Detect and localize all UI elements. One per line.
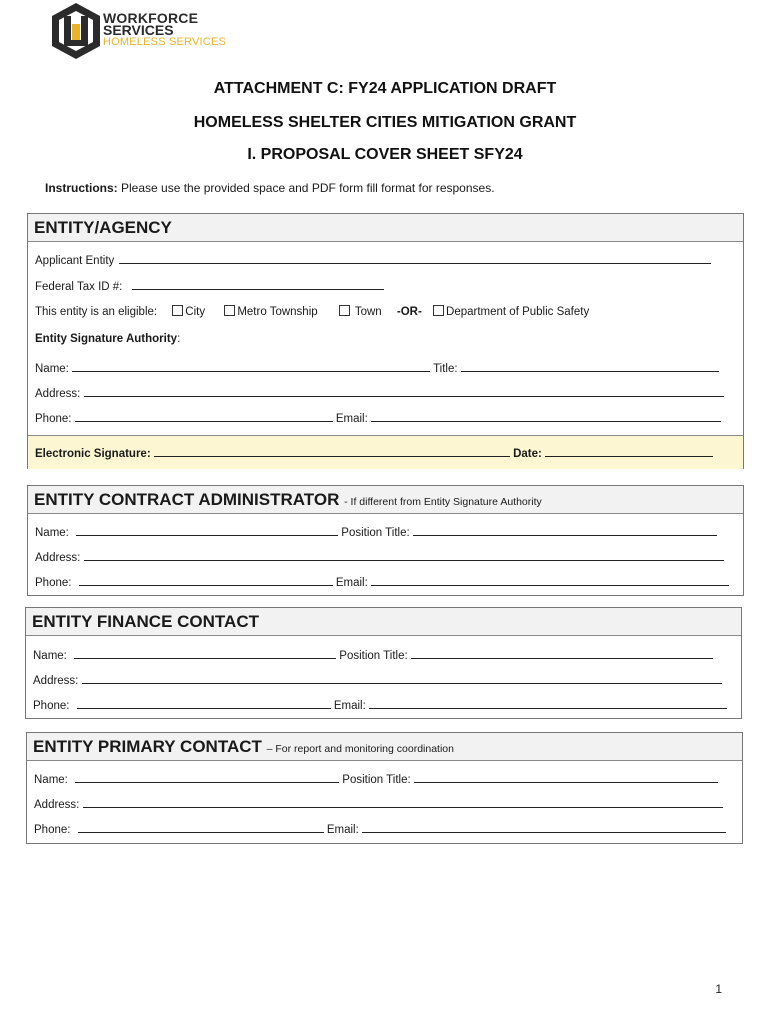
admin-position-label: Position Title: (341, 527, 410, 539)
primary-address-field[interactable] (83, 796, 723, 808)
electronic-signature-block (28, 435, 743, 469)
option-town-label: Town (354, 306, 382, 318)
admin-email-label: Email: (335, 577, 368, 589)
eligibility-row (35, 305, 737, 318)
section-title (27, 733, 742, 761)
tax-id-row (35, 278, 737, 293)
primary-email-label: Email: (326, 824, 359, 836)
primary-name-row (34, 771, 736, 786)
checkbox-city[interactable] (172, 305, 183, 316)
finance-email-field[interactable] (369, 697, 727, 709)
primary-address-label: Address: (34, 799, 80, 811)
applicant-entity-field[interactable] (119, 252, 711, 264)
section-finance-contact (25, 607, 742, 719)
admin-email-field[interactable] (371, 574, 729, 586)
section-title (28, 486, 743, 514)
finance-phone-row (33, 697, 735, 712)
phone-label: Phone: (35, 413, 72, 425)
finance-position-label: Position Title: (339, 650, 408, 662)
finance-position-field[interactable] (411, 647, 713, 659)
admin-subtitle: - If different from Entity Signature Authority (344, 496, 542, 508)
instructions (45, 181, 495, 195)
phone-email-row (35, 410, 737, 425)
primary-phone-row (34, 821, 736, 836)
section-contract-administrator (27, 485, 744, 596)
primary-name-label: Name: (34, 774, 68, 786)
checkbox-dps[interactable] (433, 305, 444, 316)
primary-title: ENTITY PRIMARY CONTACT (33, 737, 262, 756)
admin-name-row (35, 524, 737, 539)
workforce-services-logo (50, 2, 250, 62)
primary-phone-label: Phone: (34, 824, 71, 836)
logo-mark-icon (50, 2, 102, 60)
logo-line-1: WORKFORCE (103, 10, 199, 26)
option-dps-label: Department of Public Safety (446, 306, 590, 318)
section-title: ENTITY FINANCE CONTACT (26, 608, 741, 636)
admin-address-row (35, 549, 737, 564)
section-primary-contact (26, 732, 743, 844)
sig-authority-row: Entity Signature Authority: (35, 333, 181, 345)
finance-phone-field[interactable] (77, 697, 331, 709)
date-label: Date: (513, 448, 542, 460)
eligible-label: This entity is an eligible: (35, 306, 158, 318)
logo-line-3: HOMELESS SERVICES (103, 36, 227, 48)
heading-grant: HOMELESS SHELTER CITIES MITIGATION GRANT (193, 114, 577, 131)
page-number: 1 (715, 982, 722, 996)
checkbox-metro-township[interactable] (224, 305, 235, 316)
title-label: Title: (433, 363, 458, 375)
address-field[interactable] (84, 385, 724, 397)
title-field[interactable] (461, 360, 719, 372)
address-row (35, 385, 737, 400)
admin-address-label: Address: (35, 552, 81, 564)
logo-line-2: SERVICES (103, 22, 174, 38)
admin-title: ENTITY CONTRACT ADMINISTRATOR (34, 490, 340, 509)
section-entity-agency (27, 213, 744, 469)
esig-field[interactable] (154, 445, 510, 457)
tax-id-field[interactable] (132, 278, 384, 290)
heading-attachment: ATTACHMENT C: FY24 APPLICATION DRAFT (213, 80, 557, 97)
name-field[interactable] (72, 360, 430, 372)
tax-id-label: Federal Tax ID #: (35, 281, 123, 293)
email-field[interactable] (371, 410, 721, 422)
finance-name-label: Name: (33, 650, 67, 662)
finance-email-label: Email: (333, 700, 366, 712)
primary-email-field[interactable] (362, 821, 726, 833)
primary-address-row (34, 796, 736, 811)
or-label: -OR- (396, 306, 422, 318)
primary-position-field[interactable] (414, 771, 718, 783)
instructions-text: Please use the provided space and PDF form fill format for responses. (121, 181, 495, 195)
admin-phone-row (35, 574, 737, 589)
primary-name-field[interactable] (75, 771, 339, 783)
email-label: Email: (335, 413, 368, 425)
finance-address-field[interactable] (82, 672, 722, 684)
finance-address-label: Address: (33, 675, 79, 687)
admin-name-label: Name: (35, 527, 69, 539)
finance-address-row (33, 672, 735, 687)
address-label: Address: (35, 388, 81, 400)
phone-field[interactable] (75, 410, 333, 422)
admin-position-field[interactable] (413, 524, 717, 536)
esig-label: Electronic Signature: (35, 448, 151, 460)
applicant-entity-label: Applicant Entity (35, 255, 115, 267)
primary-position-label: Position Title: (342, 774, 411, 786)
heading-cover-sheet: I. PROPOSAL COVER SHEET SFY24 (247, 146, 523, 163)
name-title-row (35, 360, 737, 375)
admin-phone-field[interactable] (79, 574, 333, 586)
admin-name-field[interactable] (76, 524, 338, 536)
finance-phone-label: Phone: (33, 700, 70, 712)
option-metro-label: Metro Township (237, 306, 318, 318)
section-title: ENTITY/AGENCY (28, 214, 743, 242)
option-city-label: City (185, 306, 206, 318)
sig-authority-label: Entity Signature Authority (35, 333, 178, 345)
instructions-label: Instructions: (45, 181, 118, 195)
finance-name-row (33, 647, 735, 662)
admin-address-field[interactable] (84, 549, 724, 561)
name-label: Name: (35, 363, 69, 375)
checkbox-town[interactable] (339, 305, 350, 316)
applicant-entity-row (35, 252, 737, 267)
primary-phone-field[interactable] (78, 821, 324, 833)
date-field[interactable] (545, 445, 713, 457)
primary-subtitle: – For report and monitoring coordination (266, 743, 454, 755)
admin-phone-label: Phone: (35, 577, 72, 589)
finance-name-field[interactable] (74, 647, 336, 659)
